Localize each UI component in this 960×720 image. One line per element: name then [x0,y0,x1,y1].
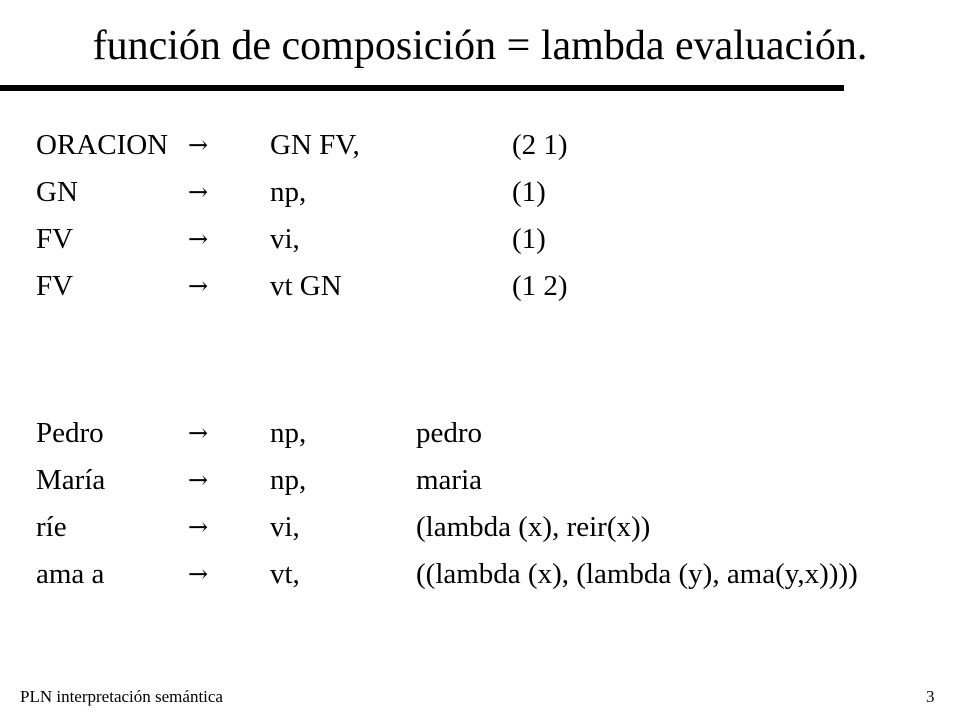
rule-order: (1) [512,223,546,255]
lexicon-word: ríe [36,511,67,543]
lexicon-category: np, [270,464,307,496]
lexicon-semantics: (lambda (x), reir(x)) [416,511,651,543]
lexicon-category: vi, [270,511,300,543]
rule-rhs: vt GN [270,270,342,302]
rule-lhs: GN [36,176,78,208]
rule-lhs: ORACION [36,129,169,161]
right-arrow-icon: → [188,272,209,300]
right-arrow-icon: → [188,225,209,253]
lexicon-semantics: pedro [416,417,483,449]
lexicon-word: María [36,464,106,496]
rule-lhs: FV [36,270,74,302]
rule-rhs: vi, [270,223,300,255]
rule-rhs: np, [270,176,307,208]
slide-title: función de composición = lambda evaluación. [92,23,868,69]
page-number: 3 [926,687,935,706]
right-arrow-icon: → [188,131,209,159]
right-arrow-icon: → [188,513,209,541]
right-arrow-icon: → [188,178,209,206]
lexicon-semantics: maria [416,464,483,496]
right-arrow-icon: → [188,560,209,588]
title-underline-rule [0,85,844,91]
rule-order: (1 2) [512,270,568,302]
lexicon-word: ama a [36,558,105,590]
lexicon-category: vt, [270,558,300,590]
rule-lhs: FV [36,223,74,255]
rule-order: (1) [512,176,546,208]
rule-order: (2 1) [512,129,568,161]
lexicon-category: np, [270,417,307,449]
right-arrow-icon: → [188,419,209,447]
right-arrow-icon: → [188,466,209,494]
lexicon-word: Pedro [36,417,104,449]
footer-caption: PLN interpretación semántica [20,687,223,706]
lexicon-semantics: ((lambda (x), (lambda (y), ama(y,x)))) [416,558,858,590]
rule-rhs: GN FV, [270,129,360,161]
